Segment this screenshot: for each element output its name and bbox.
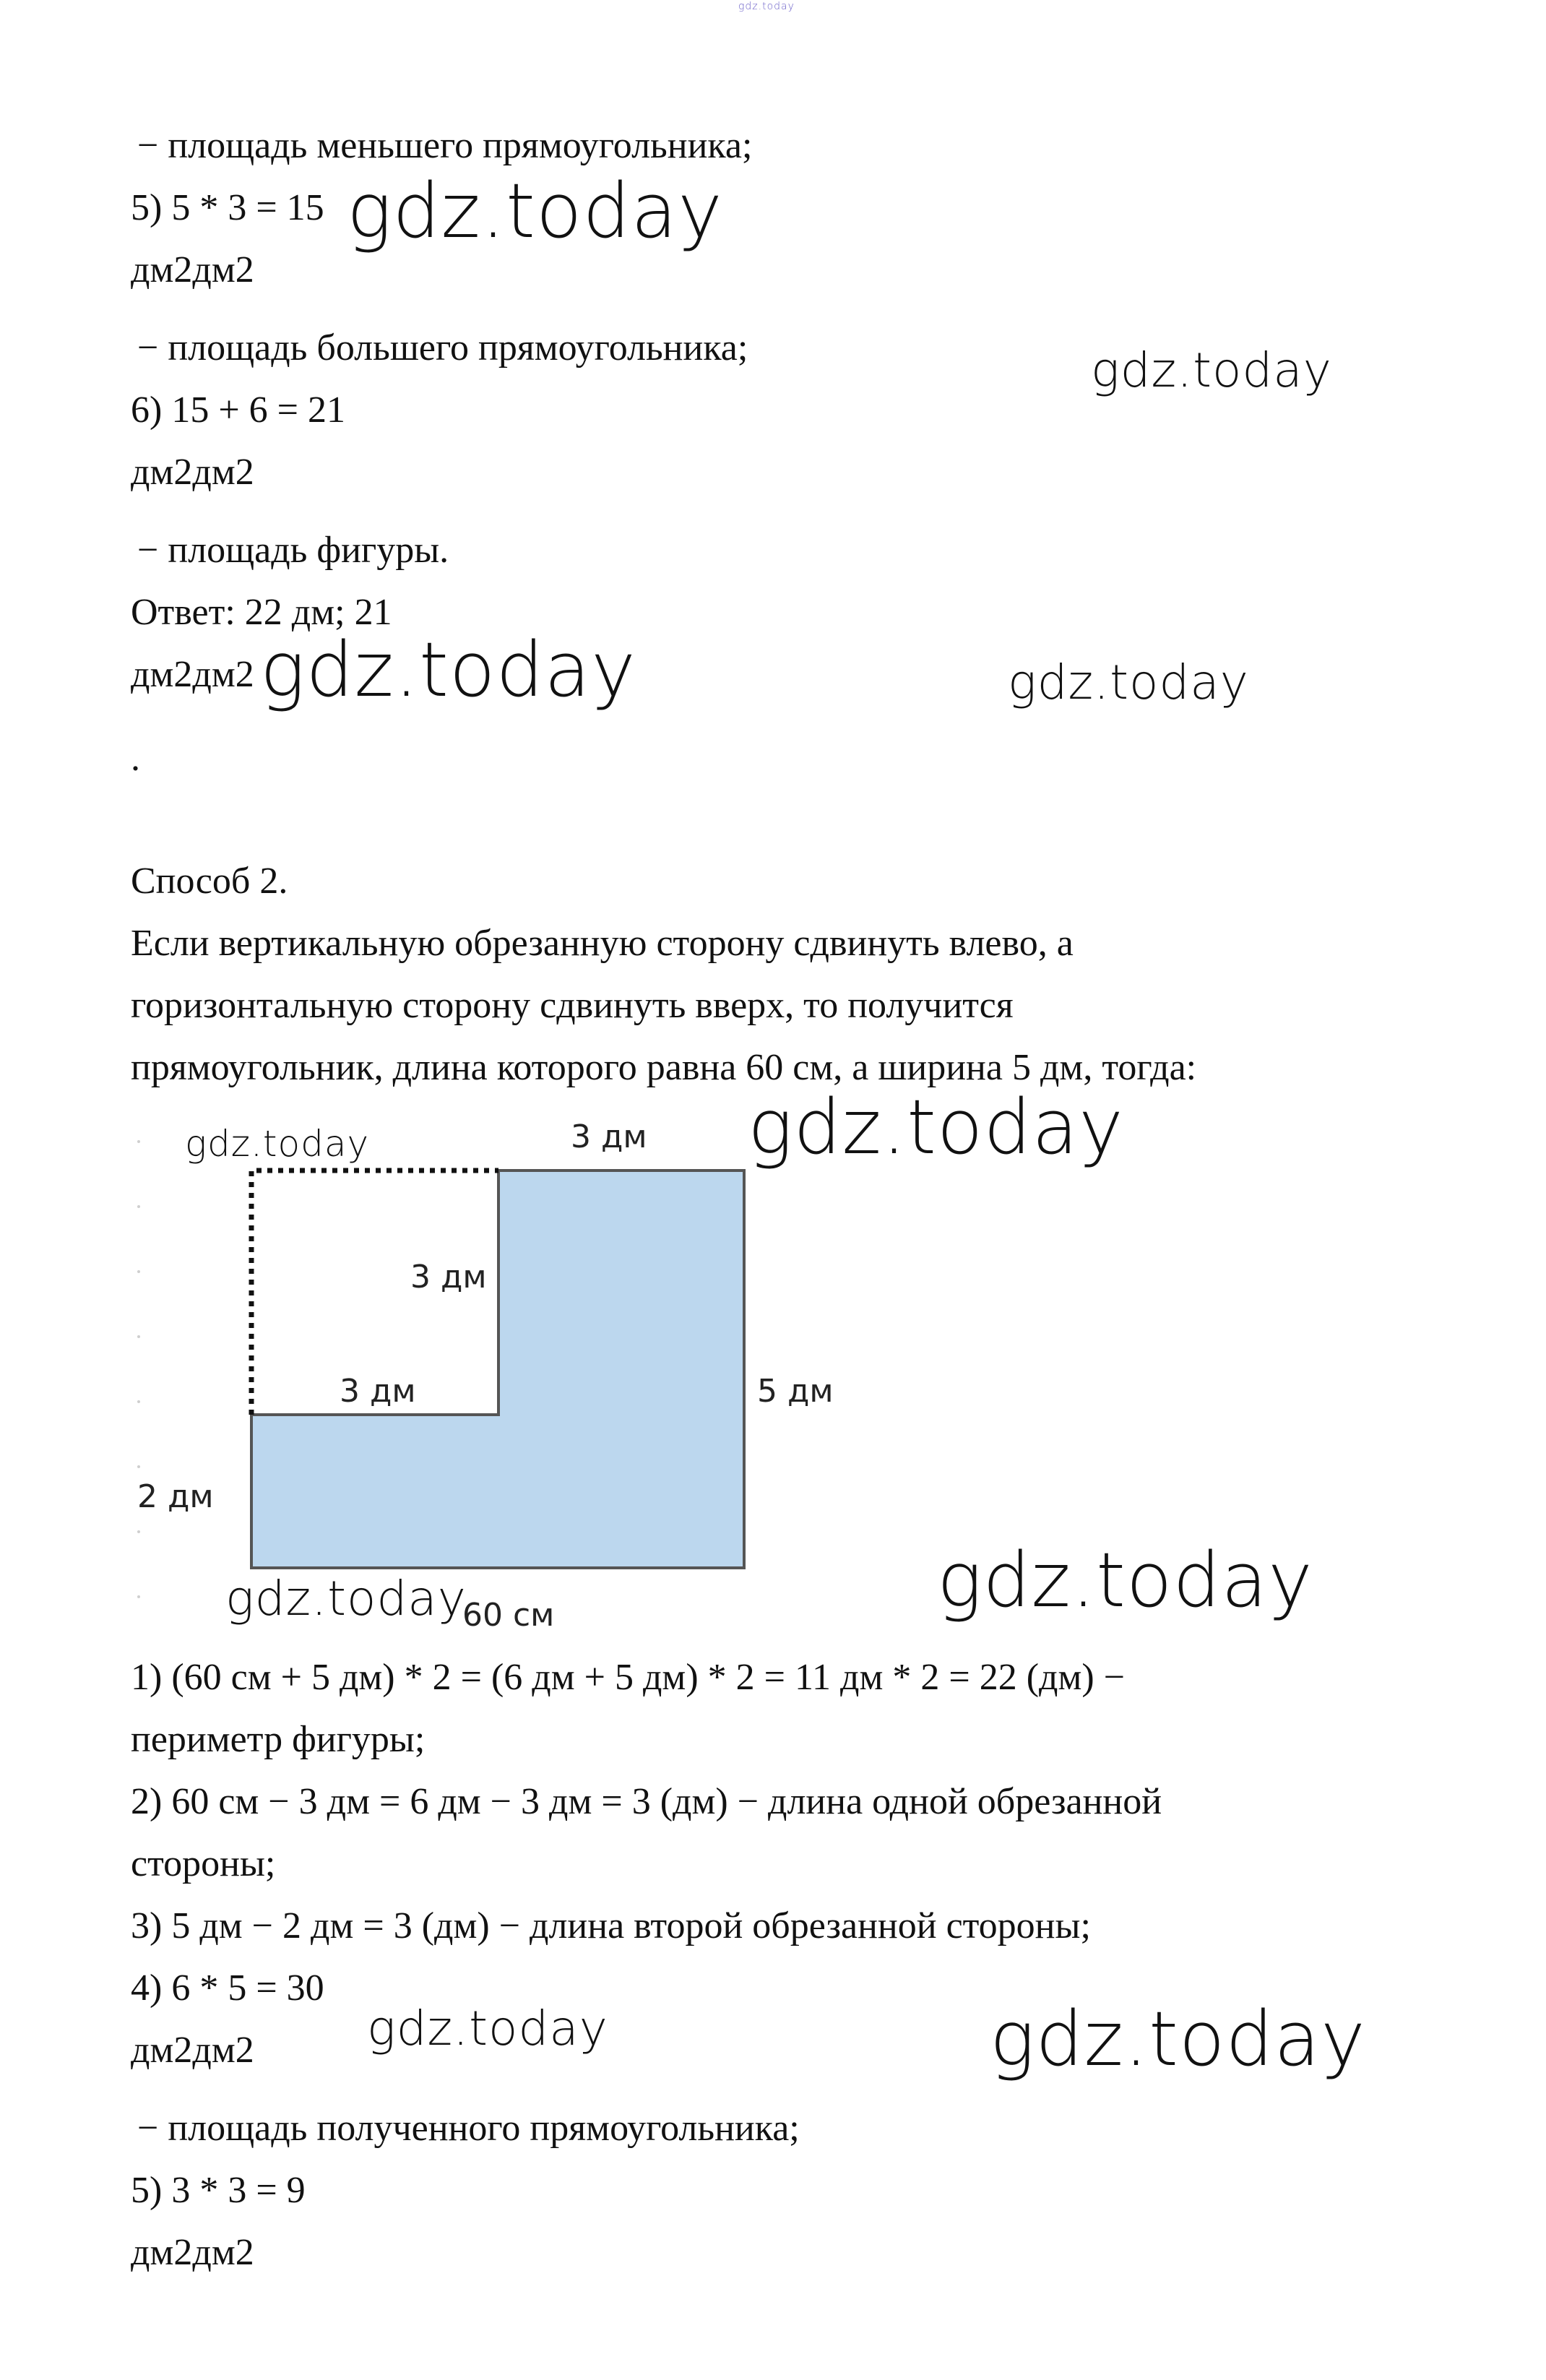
watermark: gdz.today [367,2001,608,2056]
step-line: 4) 6 * 5 = 30 [131,1967,324,2009]
header-watermark: gdz.today [738,1,795,12]
text-line: 6) 15 + 6 = 21 [131,389,345,431]
text-line: дм2дм2 [131,452,254,493]
text-line: дм2дм2 [131,249,254,290]
step-line: стороны; [131,1843,276,1884]
step-line: 1) (60 см + 5 дм) * 2 = (6 дм + 5 дм) * 2 = 11 дм * 2 = 22 (дм) − [131,1657,1126,1698]
text-line: 5) 5 * 3 = 15 [131,187,324,228]
watermark: gdz.today [937,1536,1313,1624]
step-line: 3) 5 дм − 2 дм = 3 (дм) − длина второй обрезанной стороны; [131,1905,1091,1946]
label-right: 5 дм [757,1373,834,1410]
text-line: горизонтальную сторону сдвинуть вверх, то получится [131,985,1014,1026]
text-line: . [131,738,140,779]
text-line: Если вертикальную обрезанную сторону сдвинуть влево, а [131,923,1074,964]
l-shape-figure [130,1098,896,1647]
watermark: gdz.today [260,626,636,714]
step-line: дм2дм2 [131,2232,254,2273]
text-line: − площадь фигуры. [137,530,449,571]
watermark: gdz.today [1091,342,1332,398]
label-inner-vertical: 3 дм [410,1259,487,1295]
watermark: gdz.today [1008,655,1249,710]
text-line: дм2дм2 [131,654,254,695]
step-line: − площадь полученного прямоугольника; [137,2108,800,2149]
section-title: Способ 2. [131,861,288,902]
text-line: − площадь большего прямоугольника; [137,327,748,368]
step-line: дм2дм2 [131,2030,254,2071]
step-line: 2) 60 см − 3 дм = 6 дм − 3 дм = 3 (дм) − длина одной обрезанной [131,1781,1162,1822]
watermark: gdz.today [990,1995,1366,2083]
label-left: 2 дм [137,1478,214,1515]
watermark: gdz.today [225,1571,467,1626]
label-inner-horizontal: 3 дм [340,1373,416,1410]
label-bottom: 60 см [462,1597,555,1634]
shaded-l-shape [251,1170,744,1568]
label-top: 3 дм [571,1118,647,1155]
text-line: − площадь меньшего прямоугольника; [137,125,753,166]
watermark: gdz.today [185,1123,370,1165]
text-line: Ответ: 22 дм; 21 [131,592,392,633]
step-line: периметр фигуры; [131,1719,426,1760]
step-line: 5) 3 * 3 = 9 [131,2170,306,2211]
watermark: gdz.today [347,167,723,255]
text-line: прямоугольник, длина которого равна 60 см, а ширина 5 дм, тогда: [131,1047,1197,1088]
watermark: gdz.today [748,1083,1124,1171]
grid-dots [137,1140,140,1598]
